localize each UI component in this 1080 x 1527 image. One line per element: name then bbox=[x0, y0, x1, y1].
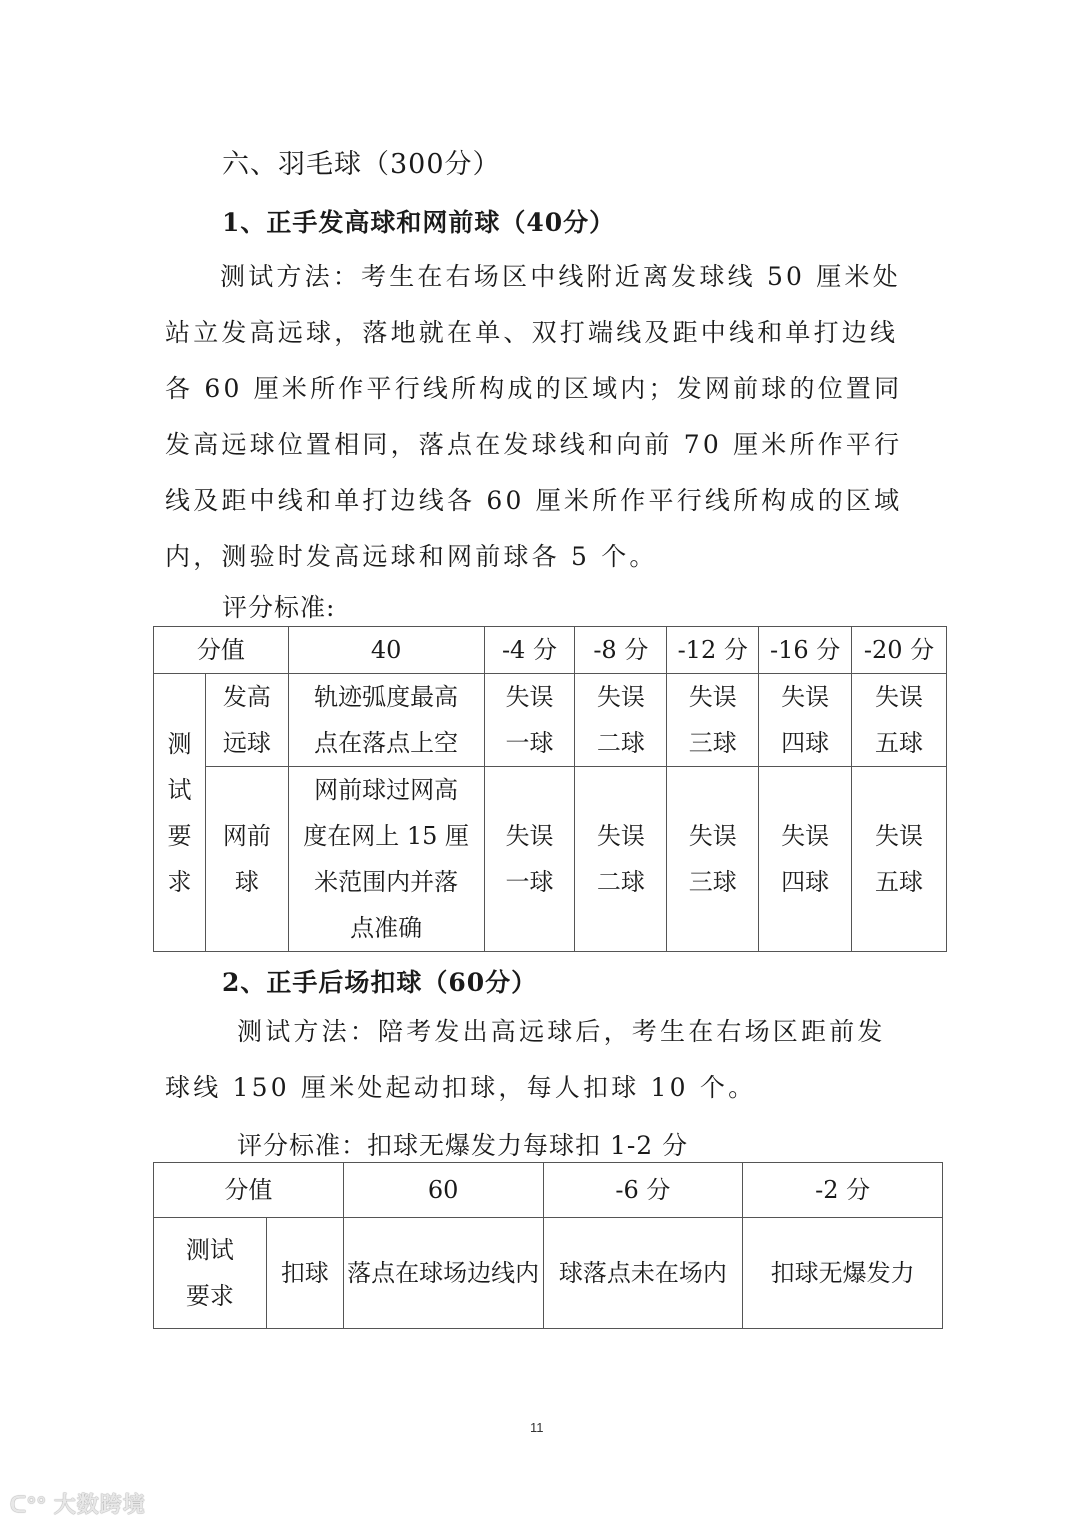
error-cell: 失误 五球 bbox=[852, 767, 947, 952]
section-title: 六、羽毛球（300分） bbox=[222, 149, 501, 180]
item1-title: 1、正手发高球和网前球（40分） bbox=[222, 208, 616, 237]
watermark-logo-icon: ᑕ°° bbox=[10, 1492, 47, 1517]
table-row bbox=[154, 1218, 943, 1329]
table-header-row bbox=[154, 1163, 943, 1218]
full-score-cell: 60 bbox=[343, 1163, 543, 1218]
item2-method bbox=[165, 1004, 886, 1116]
page-number: 11 bbox=[530, 1420, 544, 1435]
score-label-cell: 分值 bbox=[154, 1163, 344, 1218]
requirement-cell: 网前球过网高 度在网上 15 厘 米范围内并落 点准确 bbox=[288, 767, 484, 952]
score-label-cell: 分值 bbox=[154, 627, 289, 674]
error-cell: 失误 三球 bbox=[667, 767, 759, 952]
error-cell: 失误 二球 bbox=[575, 767, 667, 952]
row-name-cell: 网前 球 bbox=[205, 767, 288, 952]
group-label-cell: 测 试 要 求 bbox=[154, 674, 206, 952]
error-cell: 失误 四球 bbox=[759, 674, 852, 767]
item1-method bbox=[165, 249, 902, 585]
requirement-cell: 轨迹弧度最高 点在落点上空 bbox=[288, 674, 484, 767]
method-line: 测试方法：考生在右场区中线附近离发球线 50 厘米处 bbox=[220, 262, 901, 291]
method-line: 站立发高远球，落地就在单、双打端线及距中线和单打边线 bbox=[165, 318, 899, 347]
method-line: 各 60 厘米所作平行线所构成的区域内；发网前球的位置同 bbox=[165, 374, 903, 403]
item1-scoring-table bbox=[153, 626, 947, 952]
item2-title: 2、正手后场扣球（60分） bbox=[222, 968, 538, 997]
table-row bbox=[154, 767, 947, 952]
deduction-cell: -12 分 bbox=[667, 627, 759, 674]
row-name-cell: 发高 远球 bbox=[205, 674, 288, 767]
deduction-cell: -6 分 bbox=[543, 1163, 743, 1218]
item1-scoring-label: 评分标准: bbox=[222, 593, 336, 622]
full-score-cell: 40 bbox=[288, 627, 484, 674]
method-line: 球线 150 厘米处起动扣球，每人扣球 10 个。 bbox=[165, 1073, 757, 1102]
requirement-cell: 球落点未在场内 bbox=[543, 1218, 743, 1329]
deduction-cell: -16 分 bbox=[759, 627, 852, 674]
error-cell: 失误 五球 bbox=[852, 674, 947, 767]
method-line: 发高远球位置相同，落点在发球线和向前 70 厘米所作平行 bbox=[165, 430, 903, 459]
item2-scoring-label: 评分标准：扣球无爆发力每球扣 1-2 分 bbox=[237, 1131, 689, 1160]
method-line: 内，测验时发高远球和网前球各 5 个。 bbox=[165, 542, 658, 571]
error-cell: 失误 一球 bbox=[484, 674, 575, 767]
table-row bbox=[154, 674, 947, 767]
method-line: 线及距中线和单打边线各 60 厘米所作平行线所构成的区域 bbox=[165, 486, 903, 515]
requirement-cell: 扣球无爆发力 bbox=[743, 1218, 943, 1329]
item2-scoring-table bbox=[153, 1162, 943, 1329]
watermark: ᑕ°° 大数跨境 bbox=[10, 1492, 146, 1517]
group-label-cell: 测试 要求 bbox=[154, 1218, 267, 1329]
table-header-row bbox=[154, 627, 947, 674]
deduction-cell: -2 分 bbox=[743, 1163, 943, 1218]
error-cell: 失误 二球 bbox=[575, 674, 667, 767]
error-cell: 失误 一球 bbox=[484, 767, 575, 952]
method-line: 测试方法：陪考发出高远球后，考生在右场区距前发 bbox=[237, 1017, 886, 1046]
deduction-cell: -20 分 bbox=[852, 627, 947, 674]
requirement-cell: 落点在球场边线内 bbox=[343, 1218, 543, 1329]
deduction-cell: -4 分 bbox=[484, 627, 575, 674]
error-cell: 失误 四球 bbox=[759, 767, 852, 952]
deduction-cell: -8 分 bbox=[575, 627, 667, 674]
row-name-cell: 扣球 bbox=[266, 1218, 343, 1329]
error-cell: 失误 三球 bbox=[667, 674, 759, 767]
